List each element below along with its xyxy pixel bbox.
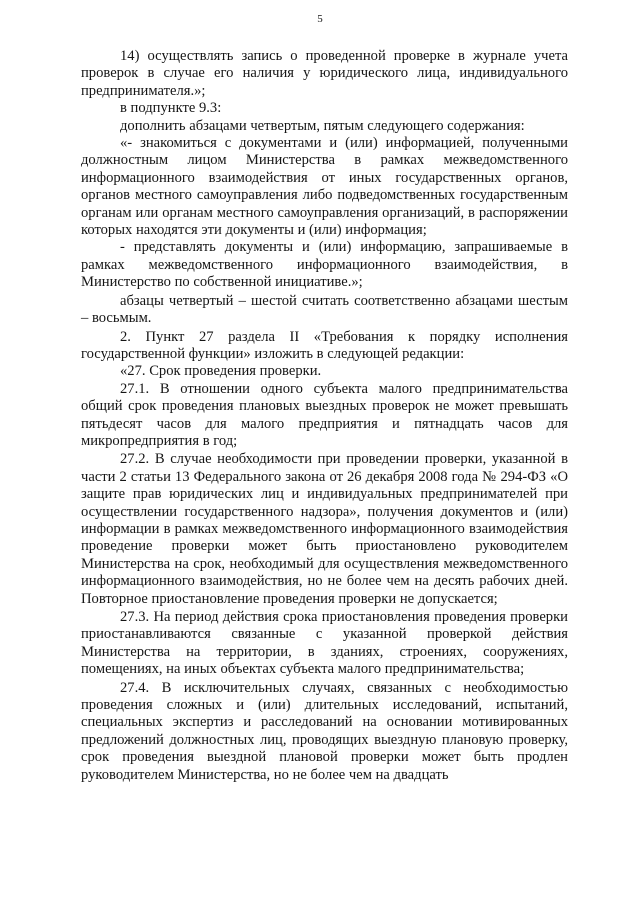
paragraph: «27. Срок проведения проверки. <box>120 363 322 380</box>
paragraph: 14) осуществлять запись о проведенной проверке в журнале учета проверок в случае его наличия у юридического лица, индивидуального предпринимателя.»; <box>81 48 568 99</box>
paragraph: дополнить абзацами четвертым, пятым следующего содержания: <box>120 117 525 134</box>
paragraph: 2. Пункт 27 раздела II «Требования к порядку исполнения государственной функции» изложить в следующей редакции: <box>81 328 568 362</box>
paragraph: 27.3. На период действия срока приостановления проведения проверки приостанавливаются связанные с указанной проверкой действия Министерства на территории, в зданиях, строениях, сооружениях, помещениях, на иных объектах субъекта малого предпринимательства; <box>81 609 568 678</box>
paragraph: - представлять документы и (или) информацию, запрашиваемые в рамках межведомственного информационного взаимодействия, в Министерство по собственной инициативе.»; <box>81 239 568 291</box>
paragraph: 27.4. В исключительных случаях, связанных с необходимостью проведения сложных и (или) длительных исследований, испытаний, специальных экспертиз и расследований на основании мотивированных предложений должностных лиц, проводящих выездную плановую проверку, срок проведения выездной плановой проверки может быть продлен руководителем Министерства, но не более чем на двадцать <box>81 679 568 783</box>
paragraph: 27.1. В отношении одного субъекта малого предпринимательства общий срок проведения плановых выездных проверок не может превышать пятьдесят часов для малого предприятия и пятнадцать часов для микропредприятия в год; <box>81 380 568 449</box>
document-body <box>81 48 568 784</box>
paragraph: абзацы четвертый – шестой считать соответственно абзацами шестым – восьмым. <box>81 292 568 327</box>
page-number: 5 <box>317 13 323 25</box>
paragraph: 27.2. В случае необходимости при проведении проверки, указанной в части 2 статьи 13 Федерального закона от 26 декабря 2008 года № 294-ФЗ «О защите прав юридических лиц и индивидуальных предпринимателей при осуществлении государственного надзора», получения документов и (или) информации в рамках межведомственного информационного взаимодействия проведение проверки может быть приостановлено руководителем Министерства на срок, необходимый для осуществления межведомственного информационного взаимодействия, но не более чем на десять рабочих дней. Повторное приостановление проведения проверки не допускается; <box>81 451 568 607</box>
paragraph: «- знакомиться с документами и (или) информацией, полученными должностным лицом Министерства в рамках межведомственного информационного взаимодействия от иных государственных органов, органов местного самоуправления либо подведомственных государственным органам или органам местного самоуправления организаций, в распоряжении которых находятся эти документы и (или) информация; <box>81 135 568 239</box>
paragraph: в подпункте 9.3: <box>120 100 222 117</box>
